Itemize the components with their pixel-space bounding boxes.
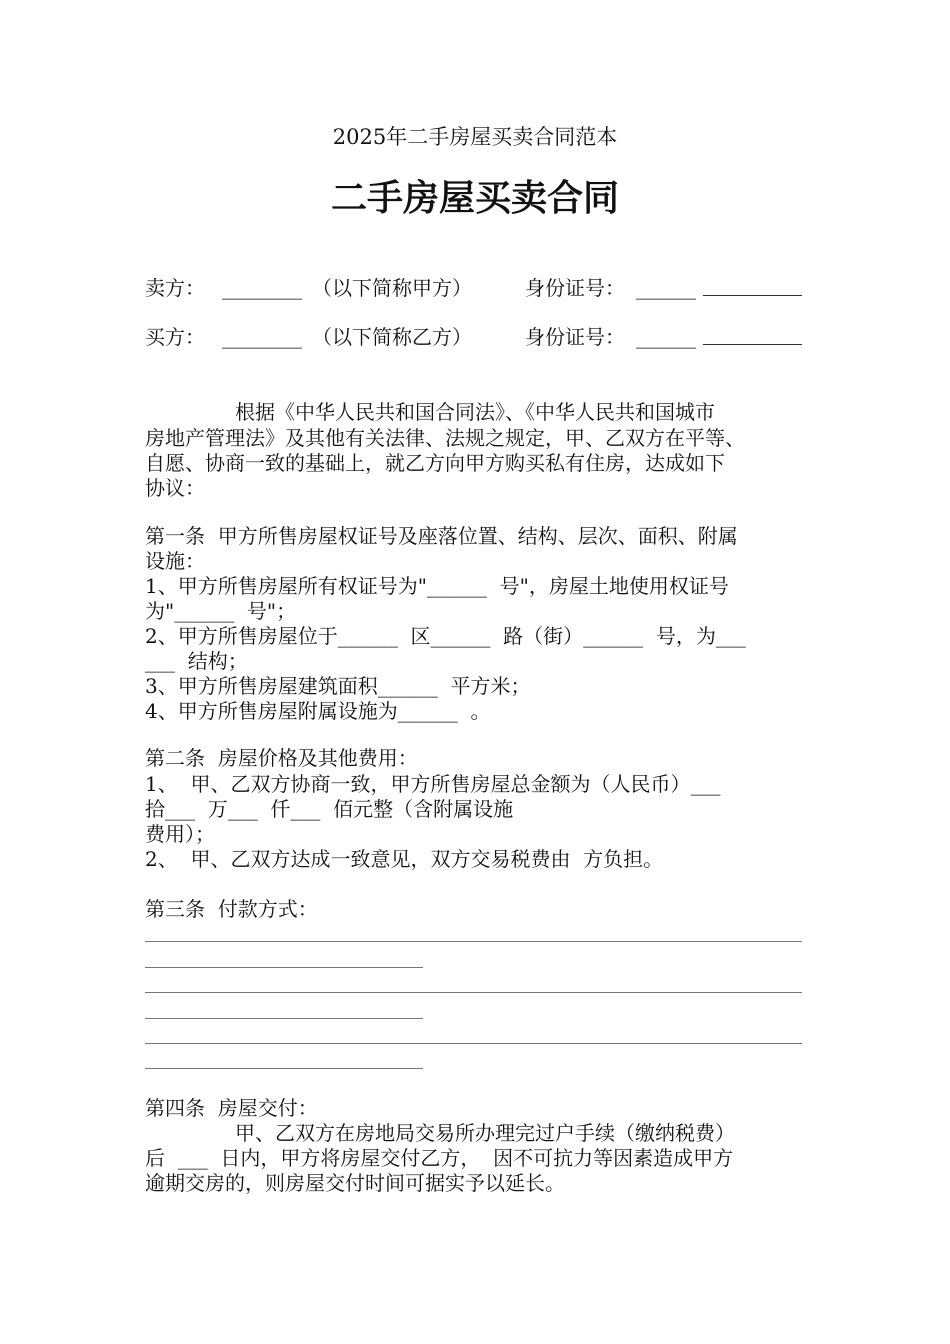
article-4-line: 甲、乙双方在房地局交易所办理完过户手续（缴纳税费）	[235, 1121, 735, 1145]
payment-blank-line[interactable]	[145, 1018, 423, 1019]
buyer-name-blank[interactable]: ________	[222, 325, 302, 349]
article-1-line: 4、甲方所售房屋附属设施为______ 。	[145, 699, 491, 723]
payment-blank-line[interactable]	[145, 992, 802, 993]
seller-id-blank[interactable]: ______	[636, 276, 696, 300]
article-4-title: 第四条 房屋交付：	[145, 1096, 318, 1120]
buyer-alias-note: （以下简称乙方）	[312, 325, 472, 349]
article-2-title: 第二条 房屋价格及其他费用：	[145, 746, 418, 770]
preamble-line: 自愿、协商一致的基础上，就乙方向甲方购买私有住房，达成如下	[145, 451, 725, 475]
article-1-line: 3、甲方所售房屋建筑面积______ 平方米；	[145, 674, 531, 698]
article-1-line: 为"______ 号"；	[145, 599, 297, 623]
payment-blank-line[interactable]	[145, 1068, 423, 1069]
buyer-id-underline	[703, 344, 802, 345]
article-1-line: 1、甲方所售房屋所有权证号为"______ 号"，房屋土地使用权证号	[145, 574, 729, 598]
preamble-line: 房地产管理法》及其他有关法律、法规之规定，甲、乙双方在平等、	[145, 426, 745, 450]
article-4-line: 后 ___ 日内，甲方将房屋交付乙方， 因不可抗力等因素造成甲方	[145, 1146, 734, 1170]
contract-title: 二手房屋买卖合同	[330, 177, 619, 219]
payment-blank-line[interactable]	[145, 1043, 802, 1044]
seller-id-label: 身份证号：	[525, 276, 625, 300]
payment-blank-line[interactable]	[145, 941, 802, 942]
article-2-line: 费用）；	[145, 822, 215, 846]
seller-name-blank[interactable]: ________	[222, 276, 302, 300]
article-2-line: 2、 甲、乙双方达成一致意见，双方交易税费由 方负担。	[145, 847, 664, 871]
preamble-line: 协议：	[145, 476, 205, 500]
buyer-label: 买方：	[145, 325, 205, 349]
article-1-line: ___ 结构；	[145, 649, 248, 673]
article-1-title-cont: 设施：	[145, 549, 205, 573]
article-1-title: 第一条 甲方所售房屋权证号及座落位置、结构、层次、面积、附属	[145, 524, 738, 548]
article-4-line: 逾期交房的，则房屋交付时间可据实予以延长。	[145, 1171, 565, 1195]
article-1-line: 2、甲方所售房屋位于______ 区______ 路（街）______ 号，为___	[145, 624, 746, 648]
article-3-title: 第三条 付款方式：	[145, 897, 318, 921]
article-2-line: 拾___ 万___ 仟___ 佰元整（含附属设施	[145, 797, 514, 821]
document-subtitle: 2025年二手房屋买卖合同范本	[332, 125, 618, 149]
buyer-id-blank[interactable]: ______	[636, 325, 696, 349]
preamble-line: 根据《中华人民共和国合同法》、《中华人民共和国城市	[235, 400, 715, 424]
seller-label: 卖方：	[145, 276, 205, 300]
payment-blank-line[interactable]	[145, 967, 423, 968]
seller-alias-note: （以下简称甲方）	[312, 276, 472, 300]
buyer-id-label: 身份证号：	[525, 325, 625, 349]
article-2-line: 1、 甲、乙双方协商一致，甲方所售房屋总金额为（人民币）___	[145, 772, 721, 796]
seller-id-underline	[703, 295, 802, 296]
